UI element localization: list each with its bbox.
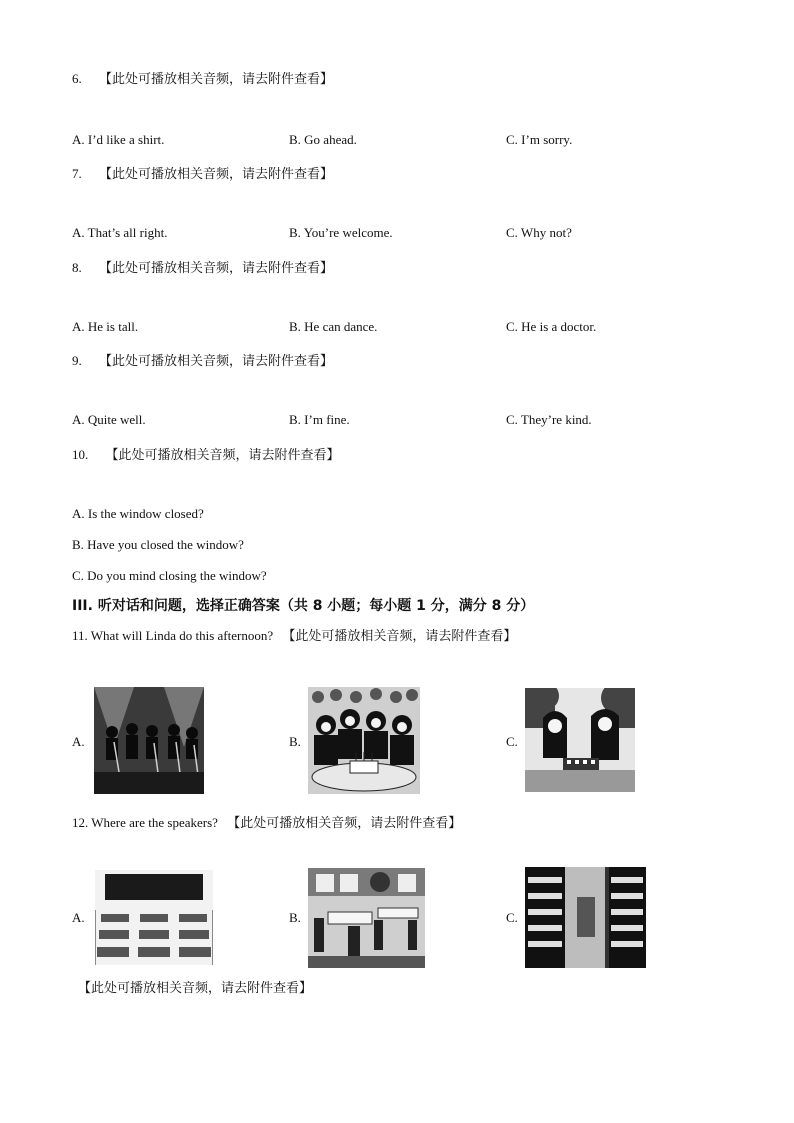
question-8 <box>72 257 333 276</box>
option-c-label[interactable]: C. <box>506 910 518 925</box>
option-b[interactable]: B. He can dance. <box>289 319 378 334</box>
audio-note[interactable]: 【此处可播放相关音频，请去附件查看】 <box>78 981 313 996</box>
option-b-label[interactable]: B. <box>289 734 301 749</box>
option-b[interactable]: B. Go ahead. <box>289 132 357 147</box>
question-number: 10. <box>72 447 89 462</box>
option-a[interactable]: A. Quite well. <box>72 412 146 427</box>
option-c[interactable]: C. They’re kind. <box>506 412 592 427</box>
question-number: 7. <box>72 166 82 181</box>
audio-note[interactable]: 【此处可播放相关音频，请去附件查看】 <box>99 261 334 276</box>
option-c[interactable]: C. He is a doctor. <box>506 319 597 334</box>
option-b[interactable]: B. I’m fine. <box>289 412 350 427</box>
option-c[interactable]: C. Do you mind closing the window? <box>72 568 267 583</box>
option-b-label[interactable]: B. <box>289 910 301 925</box>
birthday-party-photo[interactable] <box>308 687 420 794</box>
option-a[interactable]: A. He is tall. <box>72 319 139 334</box>
question-6 <box>72 68 333 87</box>
audio-note[interactable]: 【此处可播放相关音频，请去附件查看】 <box>99 167 334 182</box>
library-photo[interactable] <box>525 867 646 968</box>
audio-note[interactable]: 【此处可播放相关音频，请去附件查看】 <box>282 629 517 644</box>
audio-note[interactable]: 【此处可播放相关音频，请去附件查看】 <box>105 448 340 463</box>
question-number: 9. <box>72 353 82 368</box>
question-10 <box>72 444 340 463</box>
question-number: 8. <box>72 260 82 275</box>
classroom-photo[interactable] <box>95 870 213 965</box>
option-c[interactable]: C. I’m sorry. <box>506 132 573 147</box>
option-a[interactable]: A. Is the window closed? <box>72 506 204 521</box>
audio-note[interactable]: 【此处可播放相关音频，请去附件查看】 <box>227 816 462 831</box>
question-7 <box>72 163 333 182</box>
option-c-label[interactable]: C. <box>506 734 518 749</box>
option-a-label[interactable]: A. <box>72 734 85 749</box>
question-number: 6. <box>72 71 82 86</box>
audio-note[interactable]: 【此处可播放相关音频，请去附件查看】 <box>99 72 334 87</box>
option-b[interactable]: B. You’re welcome. <box>289 225 393 240</box>
restaurant-photo[interactable] <box>308 868 425 968</box>
question-12 <box>72 812 461 831</box>
question-text: 11. What will Linda do this afternoon? <box>72 628 274 643</box>
audio-note[interactable]: 【此处可播放相关音频，请去附件查看】 <box>99 354 334 369</box>
trailing-audio <box>78 977 312 996</box>
option-a[interactable]: A. I’d like a shirt. <box>72 132 165 147</box>
option-c[interactable]: C. Why not? <box>506 225 572 240</box>
question-9 <box>72 350 333 369</box>
question-11 <box>72 625 516 644</box>
section-heading: III. 听对话和问题，选择正确答案（共 8 小题；每小题 1 分，满分 8 分） <box>72 598 535 614</box>
option-a[interactable]: A. That’s all right. <box>72 225 168 240</box>
concert-orchestra-photo[interactable] <box>94 687 204 794</box>
option-b[interactable]: B. Have you closed the window? <box>72 537 244 552</box>
girls-playing-chess-photo[interactable] <box>525 688 635 792</box>
option-a-label[interactable]: A. <box>72 910 85 925</box>
question-text: 12. Where are the speakers? <box>72 815 218 830</box>
